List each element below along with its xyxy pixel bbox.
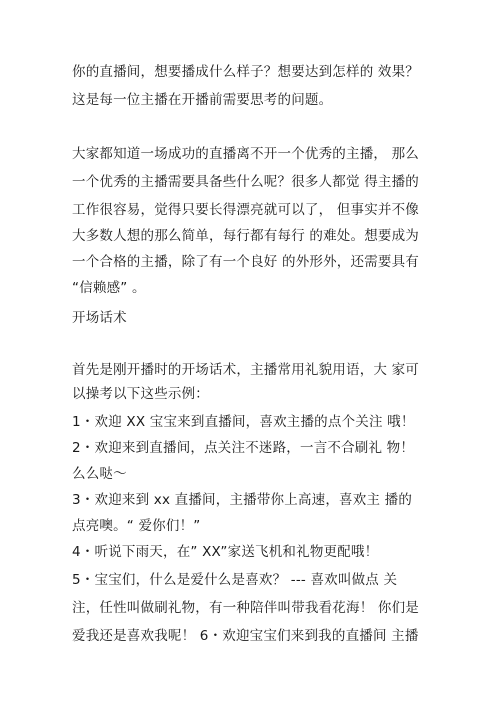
- list-item: 2・欢迎来到直播间，点关注不迷路，一言不合刷礼 物！: [72, 440, 415, 456]
- text-line: 大家都知道一场成功的直播离不开一个优秀的主播， 那么: [72, 146, 419, 162]
- text-line: 大多数人想的那么简单，每行都有每行 的难处。想要成为: [72, 228, 419, 244]
- text-line: 注，任性叫做刷礼物，有一种陪伴叫带我看花海！ 你们是: [72, 600, 419, 616]
- text-line: 首先是刚开播时的开场话术，主播常用礼貌用语，大 家可: [72, 362, 419, 378]
- list-item: 1・欢迎 XX 宝宝来到直播间，喜欢主播的点个关注 哦！: [72, 414, 415, 430]
- text-line: 一个合格的主播，除了有一个良好 的外形外，还需要具有: [72, 254, 419, 270]
- text-line: 爱我还是喜欢我呢！ 6・欢迎宝宝们来到我的直播间 主播: [72, 628, 419, 644]
- list-item: 4・听说下雨天，在” XX”家送飞机和礼物更配哦！: [72, 544, 379, 560]
- text-line: 这是每一位主播在开播前需要思考的问题。: [72, 92, 333, 108]
- text-line: 么么哒～: [72, 466, 127, 482]
- text-line: “信赖感” 。: [72, 280, 146, 296]
- text-line: 以操考以下这些示例：: [72, 386, 209, 402]
- text-line: 工作很容易，觉得只要长得漂亮就可以了， 但事实并不像: [72, 202, 419, 218]
- section-heading: 开场话术: [72, 310, 127, 326]
- text-line: 一个优秀的主播需要具备些什么呢？很多人都觉 得主播的: [72, 174, 419, 190]
- text-line: 你的直播间，想要播成什么样子？想要达到怎样的 效果？: [72, 64, 419, 80]
- text-line: 点亮噢。“ 爱你们！”: [72, 518, 201, 534]
- list-item: 5・宝宝们，什么是爱什么是喜欢？ --- 喜欢叫做点 关: [72, 572, 398, 588]
- list-item: 3・欢迎来到 xx 直播间，主播带你上高速，喜欢主 播的: [72, 492, 413, 508]
